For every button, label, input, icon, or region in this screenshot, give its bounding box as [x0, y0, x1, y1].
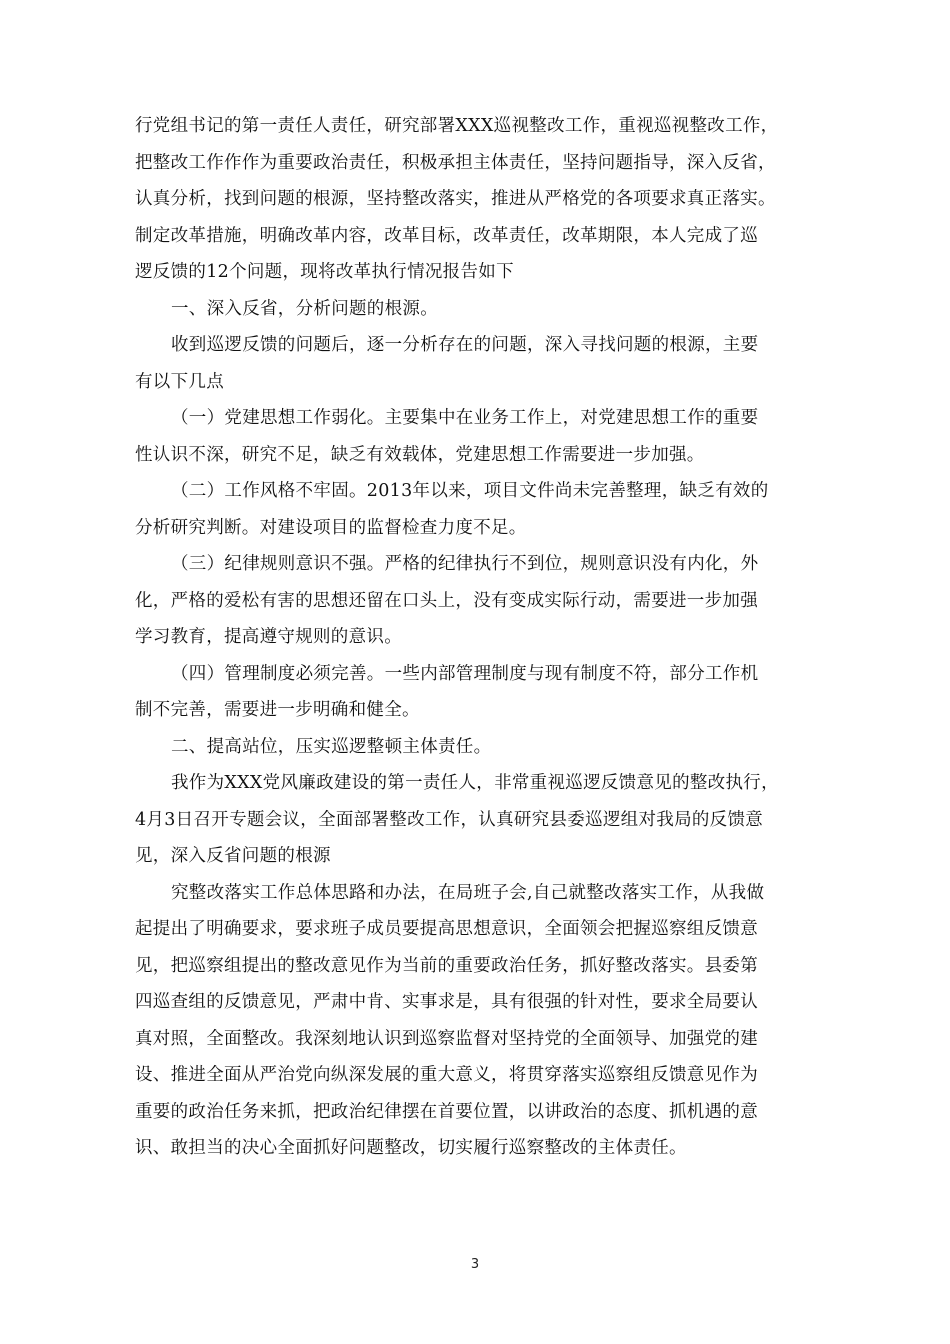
- text-line: 认真分析，找到问题的根源，坚持整改落实，推进从严格党的各项要求真正落实。: [135, 189, 776, 209]
- text-line: 四巡查组的反馈意见，严肃中肯、实事求是，具有很强的针对性，要求全局要认: [135, 992, 758, 1012]
- text-line: 设、推进全面从严治党向纵深发展的重大意义，将贯穿落实巡察组反馈意见作为: [135, 1065, 758, 1085]
- text-line: 4月3日召开专题会议，全面部署整改工作，认真研究县委巡逻组对我局的反馈意: [135, 809, 764, 830]
- text-line: 制定改革措施，明确改革内容，改革目标，改革责任，改革期限，本人完成了巡: [135, 225, 758, 246]
- text-line: 见，把巡察组提出的整改意见作为当前的重要政治任务，抓好整改落实。县委第: [135, 955, 758, 976]
- text-line: 起提出了明确要求，要求班子成员要提高思想意识，全面领会把握巡察组反馈意: [135, 919, 758, 939]
- text-line: 究整改落实工作总体思路和办法，在局班子会,自己就整改落实工作，从我做: [171, 882, 765, 903]
- text-line: 重要的政治任务来抓，把政治纪律摆在首要位置，以讲政治的态度、抓机遇的意: [135, 1101, 758, 1122]
- section-heading: 一、深入反省，分析问题的根源。: [171, 298, 438, 319]
- text-line: 把整改工作作作为重要政治责任，积极承担主体责任，坚持问题指导，深入反省，: [135, 152, 776, 173]
- text-line: 化，严格的爱松有害的思想还留在口头上，没有变成实际行动，需要进一步加强: [135, 590, 758, 611]
- section-heading: 二、提高站位，压实巡逻整顿主体责任。: [171, 736, 492, 757]
- page-number: 3: [470, 1257, 480, 1272]
- text-line: 收到巡逻反馈的问题后，逐一分析存在的问题，深入寻找问题的根源，主要: [171, 335, 759, 355]
- text-line: （一）党建思想工作弱化。主要集中在业务工作上，对党建思想工作的重要: [171, 408, 759, 428]
- text-line: 学习教育，提高遵守规则的意识。: [135, 627, 402, 647]
- text-line: 行党组书记的第一责任人责任，研究部署XXX巡视整改工作，重视巡视整改工作，: [135, 116, 779, 136]
- text-line: （四）管理制度必须完善。一些内部管理制度与现有制度不符，部分工作机: [171, 663, 759, 684]
- text-line: 见，深入反省问题的根源: [135, 846, 331, 866]
- document-body: [135, 108, 815, 1167]
- text-line: 真对照，全面整改。我深刻地认识到巡察监督对坚持党的全面领导、加强党的建: [135, 1028, 758, 1049]
- text-line: 识、敢担当的决心全面抓好问题整改，切实履行巡察整改的主体责任。: [135, 1138, 687, 1158]
- text-line: 逻反馈的12个问题，现将改革执行情况报告如下: [135, 262, 514, 282]
- text-line: 有以下几点: [135, 371, 224, 392]
- text-line: 我作为XXX党风廉政建设的第一责任人，非常重视巡逻反馈意见的整改执行，: [171, 773, 779, 793]
- text-line: 性认识不深，研究不足，缺乏有效载体，党建思想工作需要进一步加强。: [135, 444, 705, 465]
- text-line: （二）工作风格不牢固。2013年以来，项目文件尚未完善整理，缺乏有效的: [171, 481, 769, 501]
- text-line: 分析研究判断。对建设项目的监督检查力度不足。: [135, 517, 527, 538]
- text-line: （三）纪律规则意识不强。严格的纪律执行不到位，规则意识没有内化，外: [171, 554, 759, 574]
- text-line: 制不完善，需要进一步明确和健全。: [135, 700, 420, 720]
